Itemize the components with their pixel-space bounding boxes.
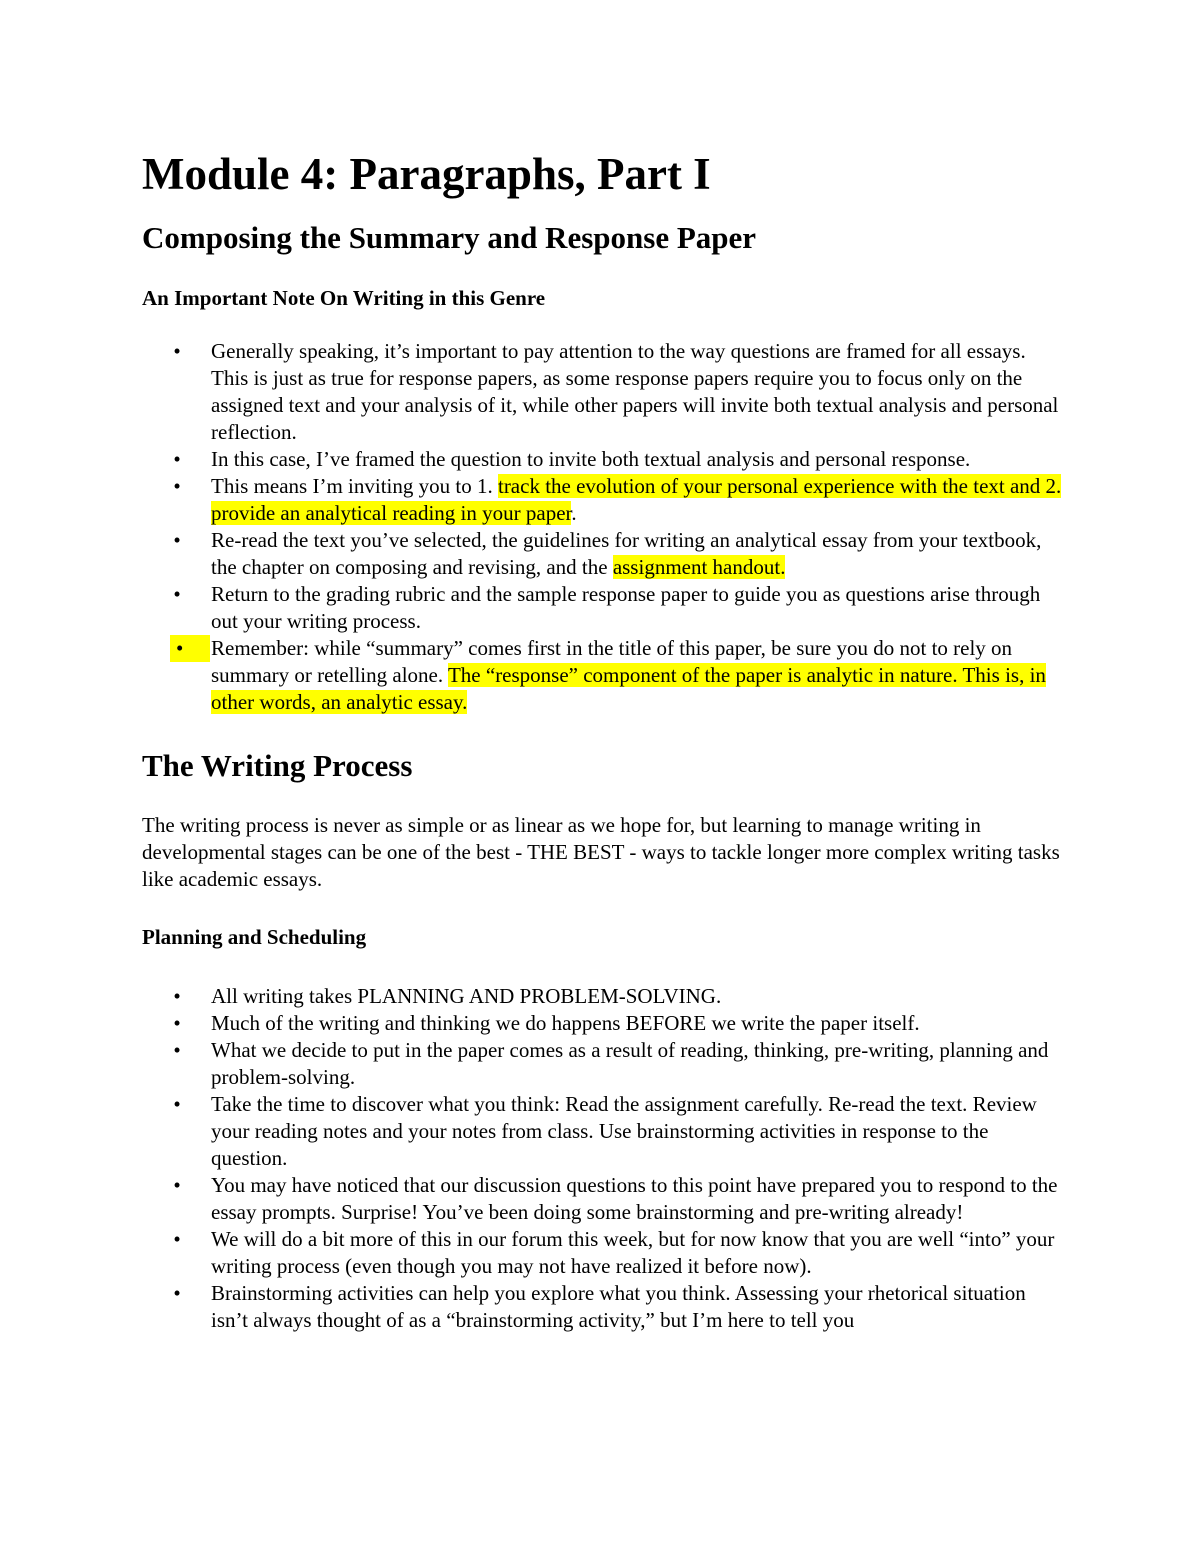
list-item-text: You may have noticed that our discussion questions to this point have prepared you to respond to the essay prompts. Surprise! You’ve been doing some brainstorming and pre-writing already! <box>211 1173 1058 1224</box>
list-item <box>142 635 1062 716</box>
highlighted-text: The “response” component of the paper is analytic in nature. This is, in other words, an analytic essay. <box>211 663 1046 714</box>
bullet-icon: • <box>173 582 181 606</box>
list-item <box>142 527 1062 581</box>
bullet-icon: • <box>173 474 181 498</box>
list-item <box>142 338 1062 446</box>
list-item-text: All writing takes PLANNING AND PROBLEM-SOLVING. <box>211 984 722 1008</box>
list-item-text: In this case, I’ve framed the question to invite both textual analysis and personal response. <box>211 447 971 471</box>
list-item <box>142 473 1062 527</box>
list-item-text: Brainstorming activities can help you explore what you think. Assessing your rhetorical situation isn’t always thought of as a “brainstorming activity,” but I’m here to tell you <box>211 1281 1026 1332</box>
bullet-icon: • <box>173 1092 181 1116</box>
list-item <box>142 1280 1062 1334</box>
list-item <box>142 1037 1062 1091</box>
bullet-icon: • <box>173 447 181 471</box>
list-item-text: . <box>571 501 577 525</box>
list-item <box>142 983 1062 1010</box>
note-heading: An Important Note On Writing in this Genre <box>142 286 546 310</box>
list-item-text: Take the time to discover what you think: Read the assignment carefully. Re-read the text. Review your reading notes and your notes from class. Use brainstorming activities in response to the question. <box>211 1092 1037 1170</box>
planning-list <box>142 983 1062 1334</box>
list-item-text: Re-read the text you’ve selected, the guidelines for writing an analytical essay from your textbook, the chapter on composing and revising, and the <box>211 528 1042 579</box>
list-item <box>142 1172 1062 1226</box>
note-list <box>142 338 1062 716</box>
bullet-icon: • <box>173 1281 181 1305</box>
list-item-text: Return to the grading rubric and the sample response paper to guide you as questions arise through out your writing process. <box>211 582 1041 633</box>
bullet-icon: • <box>173 1038 181 1062</box>
bullet-icon: • <box>173 984 181 1008</box>
list-item <box>142 446 1062 473</box>
bullet-icon: • <box>173 1011 181 1035</box>
document-page <box>142 146 1062 1334</box>
list-item-text: Generally speaking, it’s important to pay attention to the way questions are framed for all essays. This is just as true for response papers, as some response papers require you to focus only on the assigned text and your analysis of it, while other papers will invite both textual analysis and personal reflection. <box>211 339 1059 444</box>
paragraph: The writing process is never as simple or as linear as we hope for, but learning to manage writing in developmental stages can be one of the best - THE BEST - ways to tackle longer more complex writing tasks like academic essays. <box>142 813 1060 891</box>
list-item-text: Remember: while “summary” comes first in the title of this paper, be sure you do not to rely on summary or retelling alone. <box>211 636 1013 687</box>
bullet-icon: • <box>173 1173 181 1197</box>
highlighted-text: assignment handout. <box>612 555 786 579</box>
bullet-icon: • <box>173 339 181 363</box>
bullet-icon: • <box>173 528 181 552</box>
bullet-icon: • <box>173 1227 181 1251</box>
section-heading-planning: Planning and Scheduling <box>142 925 367 949</box>
section-heading-writing-process: The Writing Process <box>142 748 413 783</box>
list-item <box>142 1226 1062 1280</box>
highlighted-text: track the evolution of your personal experience with the text and 2. provide an analytical reading in your paper <box>211 474 1062 525</box>
bullet-icon: • <box>170 635 210 662</box>
list-item-text: We will do a bit more of this in our forum this week, but for now know that you are well “into” your writing process (even though you may not have realized it before now). <box>211 1227 1055 1278</box>
list-item <box>142 1010 1062 1037</box>
list-item-text: Much of the writing and thinking we do happens BEFORE we write the paper itself. <box>211 1011 920 1035</box>
list-item <box>142 581 1062 635</box>
list-item <box>142 1091 1062 1172</box>
page-title: Module 4: Paragraphs, Part I <box>142 149 711 199</box>
list-item-text: What we decide to put in the paper comes as a result of reading, thinking, pre-writing, planning and problem-solving. <box>211 1038 1049 1089</box>
subtitle: Composing the Summary and Response Paper <box>142 220 757 255</box>
list-item-text: This means I’m inviting you to 1. <box>211 474 498 498</box>
